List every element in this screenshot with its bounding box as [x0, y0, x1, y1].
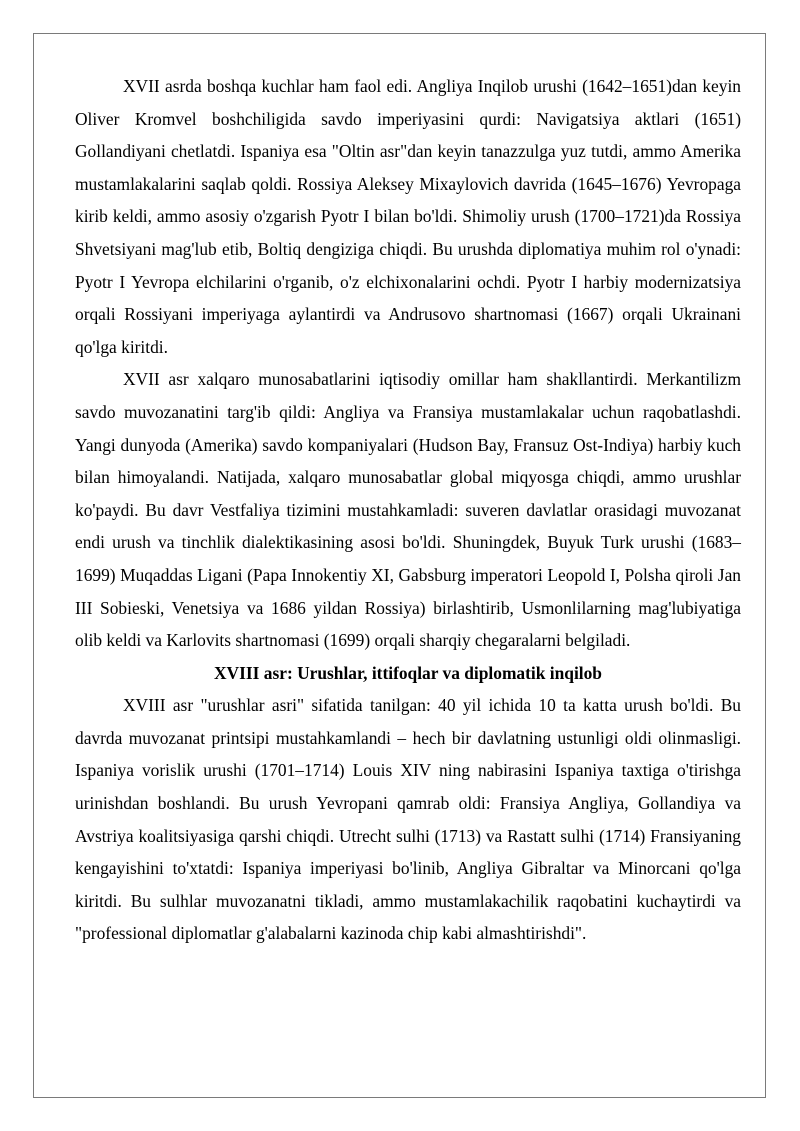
paragraph-17th-century-powers: XVII asrda boshqa kuchlar ham faol edi. Angliya Inqilob urushi (1642–1651)dan keyin Oliver Kromvel boshchiligida savdo imperiyasini qurdi: Navigatsiya aktlari (1651) Gollandiyani chetlatdi. Ispaniya esa "Oltin asr"dan keyin tanazzulga yuz tutdi, ammo Amerika mustamlakalarini saqlab qoldi. Rossiya Aleksey Mixaylovich davrida (1645–1676) Yevropaga kirib keldi, ammo asosiy o'zgarish Pyotr I bilan bo'ldi. Shimoliy urush (1700–1721)da Rossiya Shvetsiyani mag'lub etib, Boltiq dengiziga chiqdi. Bu urushda diplomatiya muhim rol o'ynadi: Pyotr I Yevropa elchilarini o'rganib, o'z elchixonalarini ochdi. Pyotr I harbiy modernizatsiya orqali Rossiyani imperiyaga aylantirdi va Andrusovo shartnomasi (1667) orqali Ukrainani qo'lga kiritdi.	[75, 76, 741, 357]
paragraph-17th-century-economy: XVII asr xalqaro munosabatlarini iqtisodiy omillar ham shakllantirdi. Merkantilizm savdo muvozanatini targ'ib qildi: Angliya va Fransiya mustamlakalar uchun raqobatlashdi. Yangi dunyoda (Amerika) savdo kompaniyalari (Hudson Bay, Fransuz Ost-Indiya) harbiy kuch bilan himoyalandi. Natijada, xalqaro munosabatlar global miqyosga chiqdi, ammo urushlar ko'paydi. Bu davr Vestfaliya tizimini mustahkamladi: suveren davlatlar orasidagi muvozanat endi urush va tinchlik dialektikasining asosi bo'ldi. Shuningdek, Buyuk Turk urushi (1683–1699) Muqaddas Ligani (Papa Innokentiy XI, Gabsburg imperatori Leopold I, Polsha qiroli Jan III Sobieski, Venetsiya va 1686 yildan Rossiya) birlashtirib, Usmonlilarning mag'lubiyatiga olib keldi va Karlovits shartnomasi (1699) orqali sharqiy chegaralarni belgiladi.	[75, 369, 741, 651]
section-heading: XVIII asr: Urushlar, ittifoqlar va diplomatik inqilob	[214, 662, 602, 683]
paragraph-18th-century-wars: XVIII asr "urushlar asri" sifatida tanilgan: 40 yil ichida 10 ta katta urush bo'ldi. Bu davrda muvozanat printsipi mustahkamlandi – hech bir davlatning ustunligi oldi olinmasligi. Ispaniya vorislik urushi (1701–1714) Louis XIV ning nabirasini Ispaniya taxtiga o'tirishga urinishdan boshlandi. Bu urush Yevropani qamrab oldi: Fransiya Angliya, Gollandiya va Avstriya koalitsiyasiga qarshi chiqdi. Utrecht sulhi (1713) va Rastatt sulhi (1714) Fransiyaning kengayishini to'xtatdi: Ispaniya imperiyasi bo'linib, Angliya Gibraltar va Minorcani qo'lga kiritdi. Bu sulhlar muvozanatni tikladi, ammo mustamlakachilik raqobatini kuchaytirdi va "professional diplomatlar g'alabalarni kazinoda chip kabi almashtirishdi".	[75, 695, 741, 944]
document-body	[75, 70, 741, 950]
